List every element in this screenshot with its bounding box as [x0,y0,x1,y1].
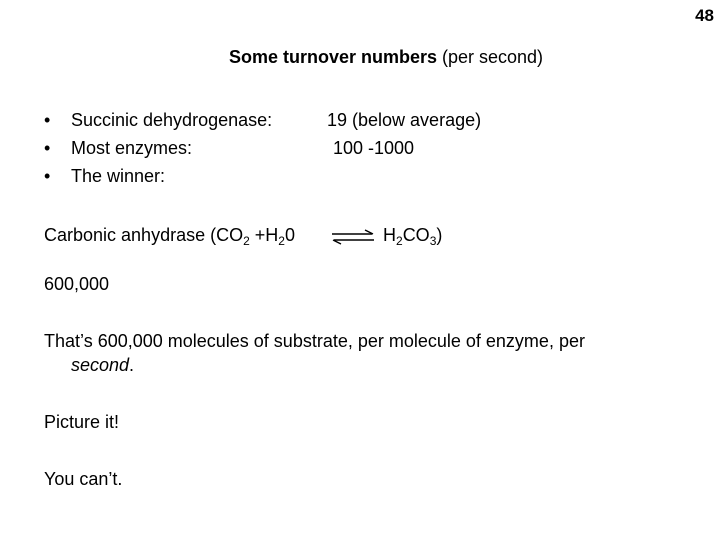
subscript: 2 [243,234,250,248]
slide-title [0,47,720,68]
explanation-paragraph [44,329,684,377]
reactant-water: +H [249,225,279,245]
title-bold: Some turnover numbers [228,47,437,67]
product-close-paren: ) [436,225,443,245]
product-co: CO [402,225,430,245]
subscript: 2 [396,234,403,248]
reactant-water-zero: 0 [284,225,295,245]
bullet-label-most: Most enzymes: [71,138,193,158]
bullet-marker: • [44,166,51,186]
page-number: 48 [695,6,714,25]
enzyme-name: Carbonic anhydrase (CO [44,225,244,245]
reaction-product [383,225,442,246]
subscript: 2 [278,234,285,248]
you-cant-text: You can’t. [44,469,123,489]
picture-it-text: Picture it! [44,412,120,432]
bullet-value-most: 100 -1000 [333,138,415,158]
explanation-text: That’s 600,000 molecules of substrate, per molecule of enzyme, per [44,331,585,351]
bullet-value-succinic: 19 (below average) [327,110,482,130]
emphasis-second: second [71,355,130,375]
bullet-label-winner: The winner: [71,166,166,186]
bullet-marker: • [44,110,51,130]
subscript: 3 [429,234,437,248]
bullet-label-succinic: Succinic dehydrogenase: [71,110,273,130]
turnover-rate: 600,000 [44,274,110,294]
product-h: H [383,225,396,245]
explanation-period: . [129,355,135,375]
equilibrium-arrow-icon [330,229,376,245]
title-rest: (per second) [436,47,544,67]
reaction-reactants [44,225,295,246]
bullet-marker: • [44,138,51,158]
